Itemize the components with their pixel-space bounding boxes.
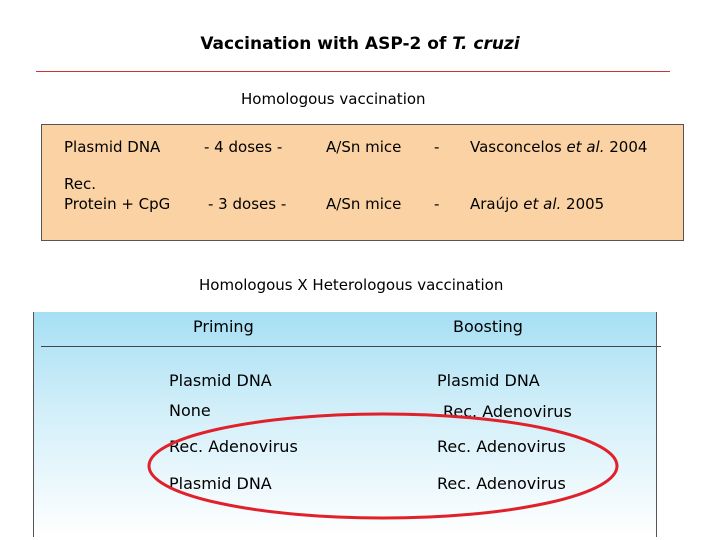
het-row3-boosting: Rec. Adenovirus <box>437 437 566 456</box>
het-row2-priming: None <box>169 401 211 420</box>
row2-antigen-line2: Protein + CpG <box>64 195 171 213</box>
title-text: Vaccination with ASP-2 of <box>200 34 453 54</box>
row1-antigen: Plasmid DNA <box>64 138 161 156</box>
row1-doses: - 4 doses - <box>204 138 283 156</box>
row2-mice: A/Sn mice <box>326 195 402 213</box>
row1-etal: et al. <box>566 138 605 156</box>
homologous-heading: Homologous vaccination <box>241 90 426 108</box>
row1-author: Vasconcelos <box>470 138 567 156</box>
row1-mice: A/Sn mice <box>326 138 402 156</box>
row2-etal: et al. <box>523 195 562 213</box>
het-row1-boosting: Plasmid DNA <box>437 371 540 390</box>
het-row2-boosting: Rec. Adenovirus <box>443 402 572 421</box>
row2-author: Araújo <box>470 195 524 213</box>
highlight-ellipse-shape <box>149 414 617 518</box>
het-row4-priming: Plasmid DNA <box>169 474 272 493</box>
boosting-header: Boosting <box>453 317 523 336</box>
row2-year: 2005 <box>561 195 605 213</box>
het-row4-boosting: Rec. Adenovirus <box>437 474 566 493</box>
heterologous-heading: Homologous X Heterologous vaccination <box>199 276 504 294</box>
row2-antigen-line1: Rec. <box>64 175 96 193</box>
row2-dash: - <box>434 195 440 213</box>
row1-dash: - <box>434 138 440 156</box>
row2-doses: - 3 doses - <box>208 195 287 213</box>
row1-year: 2004 <box>604 138 648 156</box>
priming-header: Priming <box>193 317 254 336</box>
het-row3-priming: Rec. Adenovirus <box>169 437 298 456</box>
het-row1-priming: Plasmid DNA <box>169 371 272 390</box>
title-species: T. cruzi <box>452 34 520 54</box>
